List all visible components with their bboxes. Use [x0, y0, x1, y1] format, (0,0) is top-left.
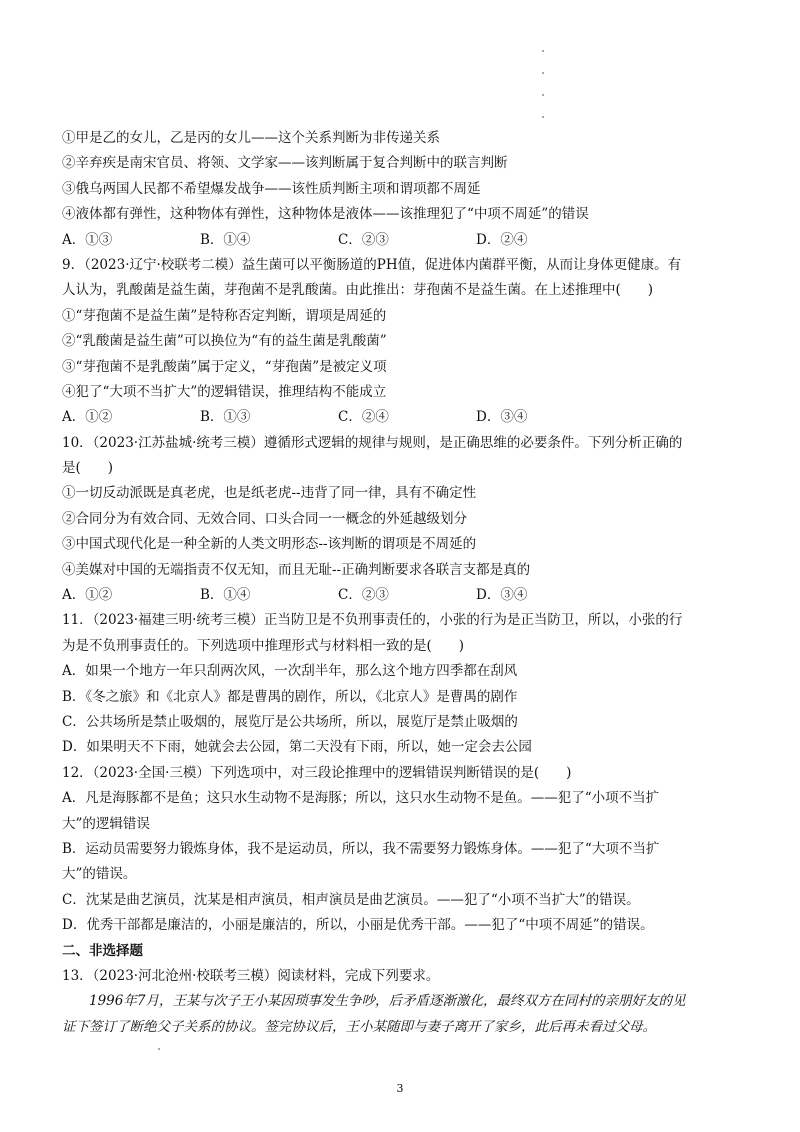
q8-statement-1: ①甲是乙的女儿，乙是丙的女儿——这个关系判断为非传递关系 [62, 130, 440, 146]
q9-option-b: B．①③ [200, 409, 251, 426]
q11-option-a: A．如果一个地方一年只刮两次风，一次刮半年，那么这个地方四季都在刮风 [62, 663, 518, 680]
q10-statement-4: ④美媒对中国的无端指责不仅无知，而且无耻--正确判断要求各联言支都是真的 [62, 561, 531, 578]
q9-stem-line-2: 人认为，乳酸菌是益生菌，芽孢菌不是乳酸菌。由此推出：芽孢菌不是益生菌。在上述推理中( ) [62, 282, 654, 299]
q8-statement-2: ②辛弃疾是南宋官员、将领、文学家——该判断属于复合判断中的联言判断 [62, 155, 508, 172]
q8-statement-3: ③俄乌两国人民都不希望爆发战争——该性质判断主项和谓项都不周延 [62, 180, 481, 197]
q12-option-a-line-2: 大”的逻辑错误 [62, 815, 150, 832]
section-title: 二、非选择题 [62, 942, 143, 959]
q10-statement-2: ②合同分为有效合同、无效合同、口头合同一一概念的外延越级划分 [62, 510, 467, 527]
q12-stem: 12．（2023·全国·三模）下列选项中，对三段论推理中的逻辑错误判断错误的是( ) [62, 764, 572, 781]
q13-stem: 13．（2023·河北沧州·校联考三模）阅读材料，完成下列要求。 [62, 967, 440, 984]
q9-option-d: D．③④ [476, 409, 528, 426]
q9-options [62, 405, 742, 430]
q8-option-d: D．②④ [476, 231, 528, 248]
q8-option-b: B．①④ [200, 231, 251, 248]
q9-option-a: A．①② [62, 409, 113, 426]
q8-option-c: C．②③ [338, 231, 389, 248]
q13-material-line-1: 1996年7月，王某与次子王小某因琐事发生争吵，后矛盾逐渐激化，最终双方在同村的亲朋好友的见 [89, 993, 686, 1010]
q11-option-d: D．如果明天不下雨，她就会去公园，第二天没有下雨，所以，她一定会去公园 [62, 739, 532, 756]
q8-statement-4: ④液体都有弹性，这种物体有弹性，这种物体是液体——该推理犯了“中项不周延”的错误 [62, 206, 589, 223]
q8-option-a: A．①③ [62, 231, 113, 248]
q9-statement-2: ②“乳酸菌是益生菌”可以换位为“有的益生菌是乳酸菌” [62, 333, 387, 350]
q10-stem-line-2: 是( ) [62, 460, 114, 477]
page-content [62, 126, 742, 1040]
q9-statement-4: ④犯了“大项不当扩大”的逻辑错误，推理结构不能成立 [62, 383, 387, 400]
q10-option-c: C．②③ [338, 587, 389, 604]
q10-statement-3: ③中国式现代化是一种全新的人类文明形态--该判断的谓项是不周延的 [62, 536, 477, 553]
q11-stem-line-1: 11．（2023·福建三明·统考三模）正当防卫是不负刑事责任的，小张的行为是正当防卫，所以，小张的行 [62, 612, 683, 629]
q10-option-a: A．①② [62, 587, 113, 604]
q10-stem-line-1: 10．（2023·江苏盐城·统考三模）遵循形式逻辑的规律与规则，是正确思维的必要条件。下列分析正确的 [62, 434, 683, 451]
q12-option-d: D．优秀干部都是廉洁的，小丽是廉洁的，所以，小丽是优秀干部。——犯了“中项不周延”的错误。 [62, 917, 654, 934]
q11-option-c: C．公共场所是禁止吸烟的，展览厅是公共场所，所以，展览厅是禁止吸烟的 [62, 713, 518, 730]
decorative-dots [540, 50, 548, 130]
q12-option-b-line-1: B．运动员需要努力锻炼身体，我不是运动员，所以，我不需要努力锻炼身体。——犯了“大项不当扩 [62, 840, 660, 857]
q12-option-a-line-1: A．凡是海豚都不是鱼；这只水生动物不是海豚；所以，这只水生动物不是鱼。——犯了“小项不当扩 [62, 790, 660, 807]
q9-option-c: C．②④ [338, 409, 389, 426]
q9-statement-3: ③“芽孢菌不是乳酸菌”属于定义，“芽孢菌”是被定义项 [62, 358, 387, 375]
q9-stem-line-1: 9．（2023·辽宁·校联考二模）益生菌可以平衡肠道的PH值，促进体内菌群平衡，从而让身体更健康。有 [62, 256, 682, 273]
q12-option-c: C．沈某是曲艺演员，沈某是相声演员，相声演员是曲艺演员。——犯了“小项不当扩大”的错误。 [62, 891, 640, 908]
q10-options [62, 583, 742, 608]
decorative-dot [158, 1048, 160, 1050]
q11-option-b: B．《冬之旅》和《北京人》都是曹禺的剧作，所以，《北京人》是曹禺的剧作 [62, 688, 518, 705]
q11-stem-line-2: 为是不负刑事责任的。下列选项中推理形式与材料相一致的是( ) [62, 637, 465, 654]
q12-option-b-line-2: 大”的错误。 [62, 866, 137, 883]
q13-material-line-2: 证下签订了断绝父子关系的协议。签完协议后，王小某随即与妻子离开了家乡，此后再未看过父母。 [62, 1018, 656, 1035]
page-number: 3 [396, 1082, 404, 1095]
q10-statement-1: ①一切反动派既是真老虎，也是纸老虎--违背了同一律，具有不确定性 [62, 485, 477, 502]
q9-statement-1: ①“芽孢菌不是益生菌”是特称否定判断，谓项是周延的 [62, 307, 387, 324]
q10-option-b: B．①④ [200, 587, 251, 604]
q10-option-d: D．③④ [476, 587, 528, 604]
q8-options [62, 228, 742, 253]
